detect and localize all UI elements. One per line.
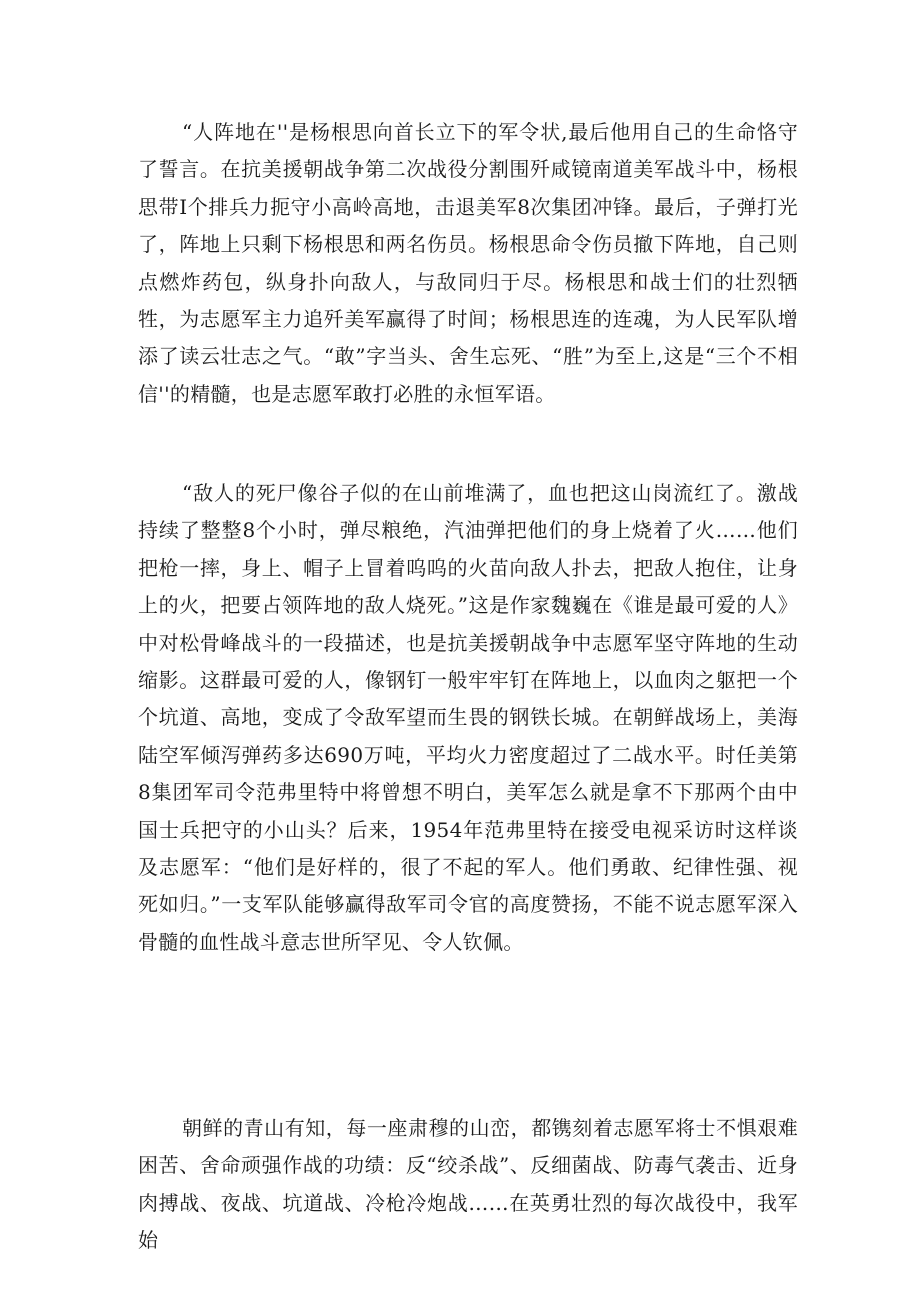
paragraph-korean-mountains: 朝鲜的青山有知，每一座肃穆的山峦，都镌刻着志愿军将士不惧艰难困苦、舍命顽强作战的功绩：反“绞杀战”、反细菌战、防毒气袭击、近身肉搏战、夜战、坑道战、冷枪冷炮战……在英勇壮烈的每次战役中，我军始 xyxy=(138,1116,798,1253)
paragraph-yang-gensi: “人阵地在''是杨根思向首长立下的军令状,最后他用自己的生命恪守了誓言。在抗美援朝战争第二次战役分割围歼咸镜南道美军战斗中，杨根思带I个排兵力扼守小高岭高地，击退美军8次集团冲锋。最后，子弹打光了，阵地上只剩下杨根思和两名伤员。杨根思命令伤员撤下阵地，自己则点燃炸药包，纵身扑向敌人，与敌同归于尽。杨根思和战士们的壮烈牺牲，为志愿军主力追歼美军赢得了时间；杨根思连的连魂，为人民军队增添了读云壮志之气。“敢”字当头、舍生忘死、“胜”为至上,这是“三个不相信''的精髓，也是志愿军敢打必胜的永恒军语。 xyxy=(138,120,798,406)
paragraph-songgufeng-battle: “敌人的死尸像谷子似的在山前堆满了，血也把这山岗流红了。激战持续了整整8个小时，弹尽粮绝，汽油弹把他们的身上烧着了火……他们把枪一摔，身上、帽子上冒着呜呜的火苗向敌人扑去，把敌人抱住，让身上的火，把要占领阵地的敌人烧死。”这是作家魏巍在《谁是最可爱的人》中对松骨峰战斗的一段描述，也是抗美援朝战争中志愿军坚守阵地的生动缩影。这群最可爱的人，像钢钉一般牢牢钉在阵地上，以血肉之躯把一个个坑道、高地，变成了令敌军望而生畏的钢铁长城。在朝鲜战场上，美海陆空军倾泻弹药多达690万吨，平均火力密度超过了二战水平。时任美第8集团军司令范弗里特中将曾想不明白，美军怎么就是拿不下那两个由中国士兵把守的小山头？后来，1954年范弗里特在接受电视采访时这样谈及志愿军：“他们是好样的，很了不起的军人。他们勇敢、纪律性强、视死如归。”一支军队能够赢得敌军司令官的高度赞扬，不能不说志愿军深入骨髓的血性战斗意志世所罕见、令人钦佩。 xyxy=(138,481,798,954)
